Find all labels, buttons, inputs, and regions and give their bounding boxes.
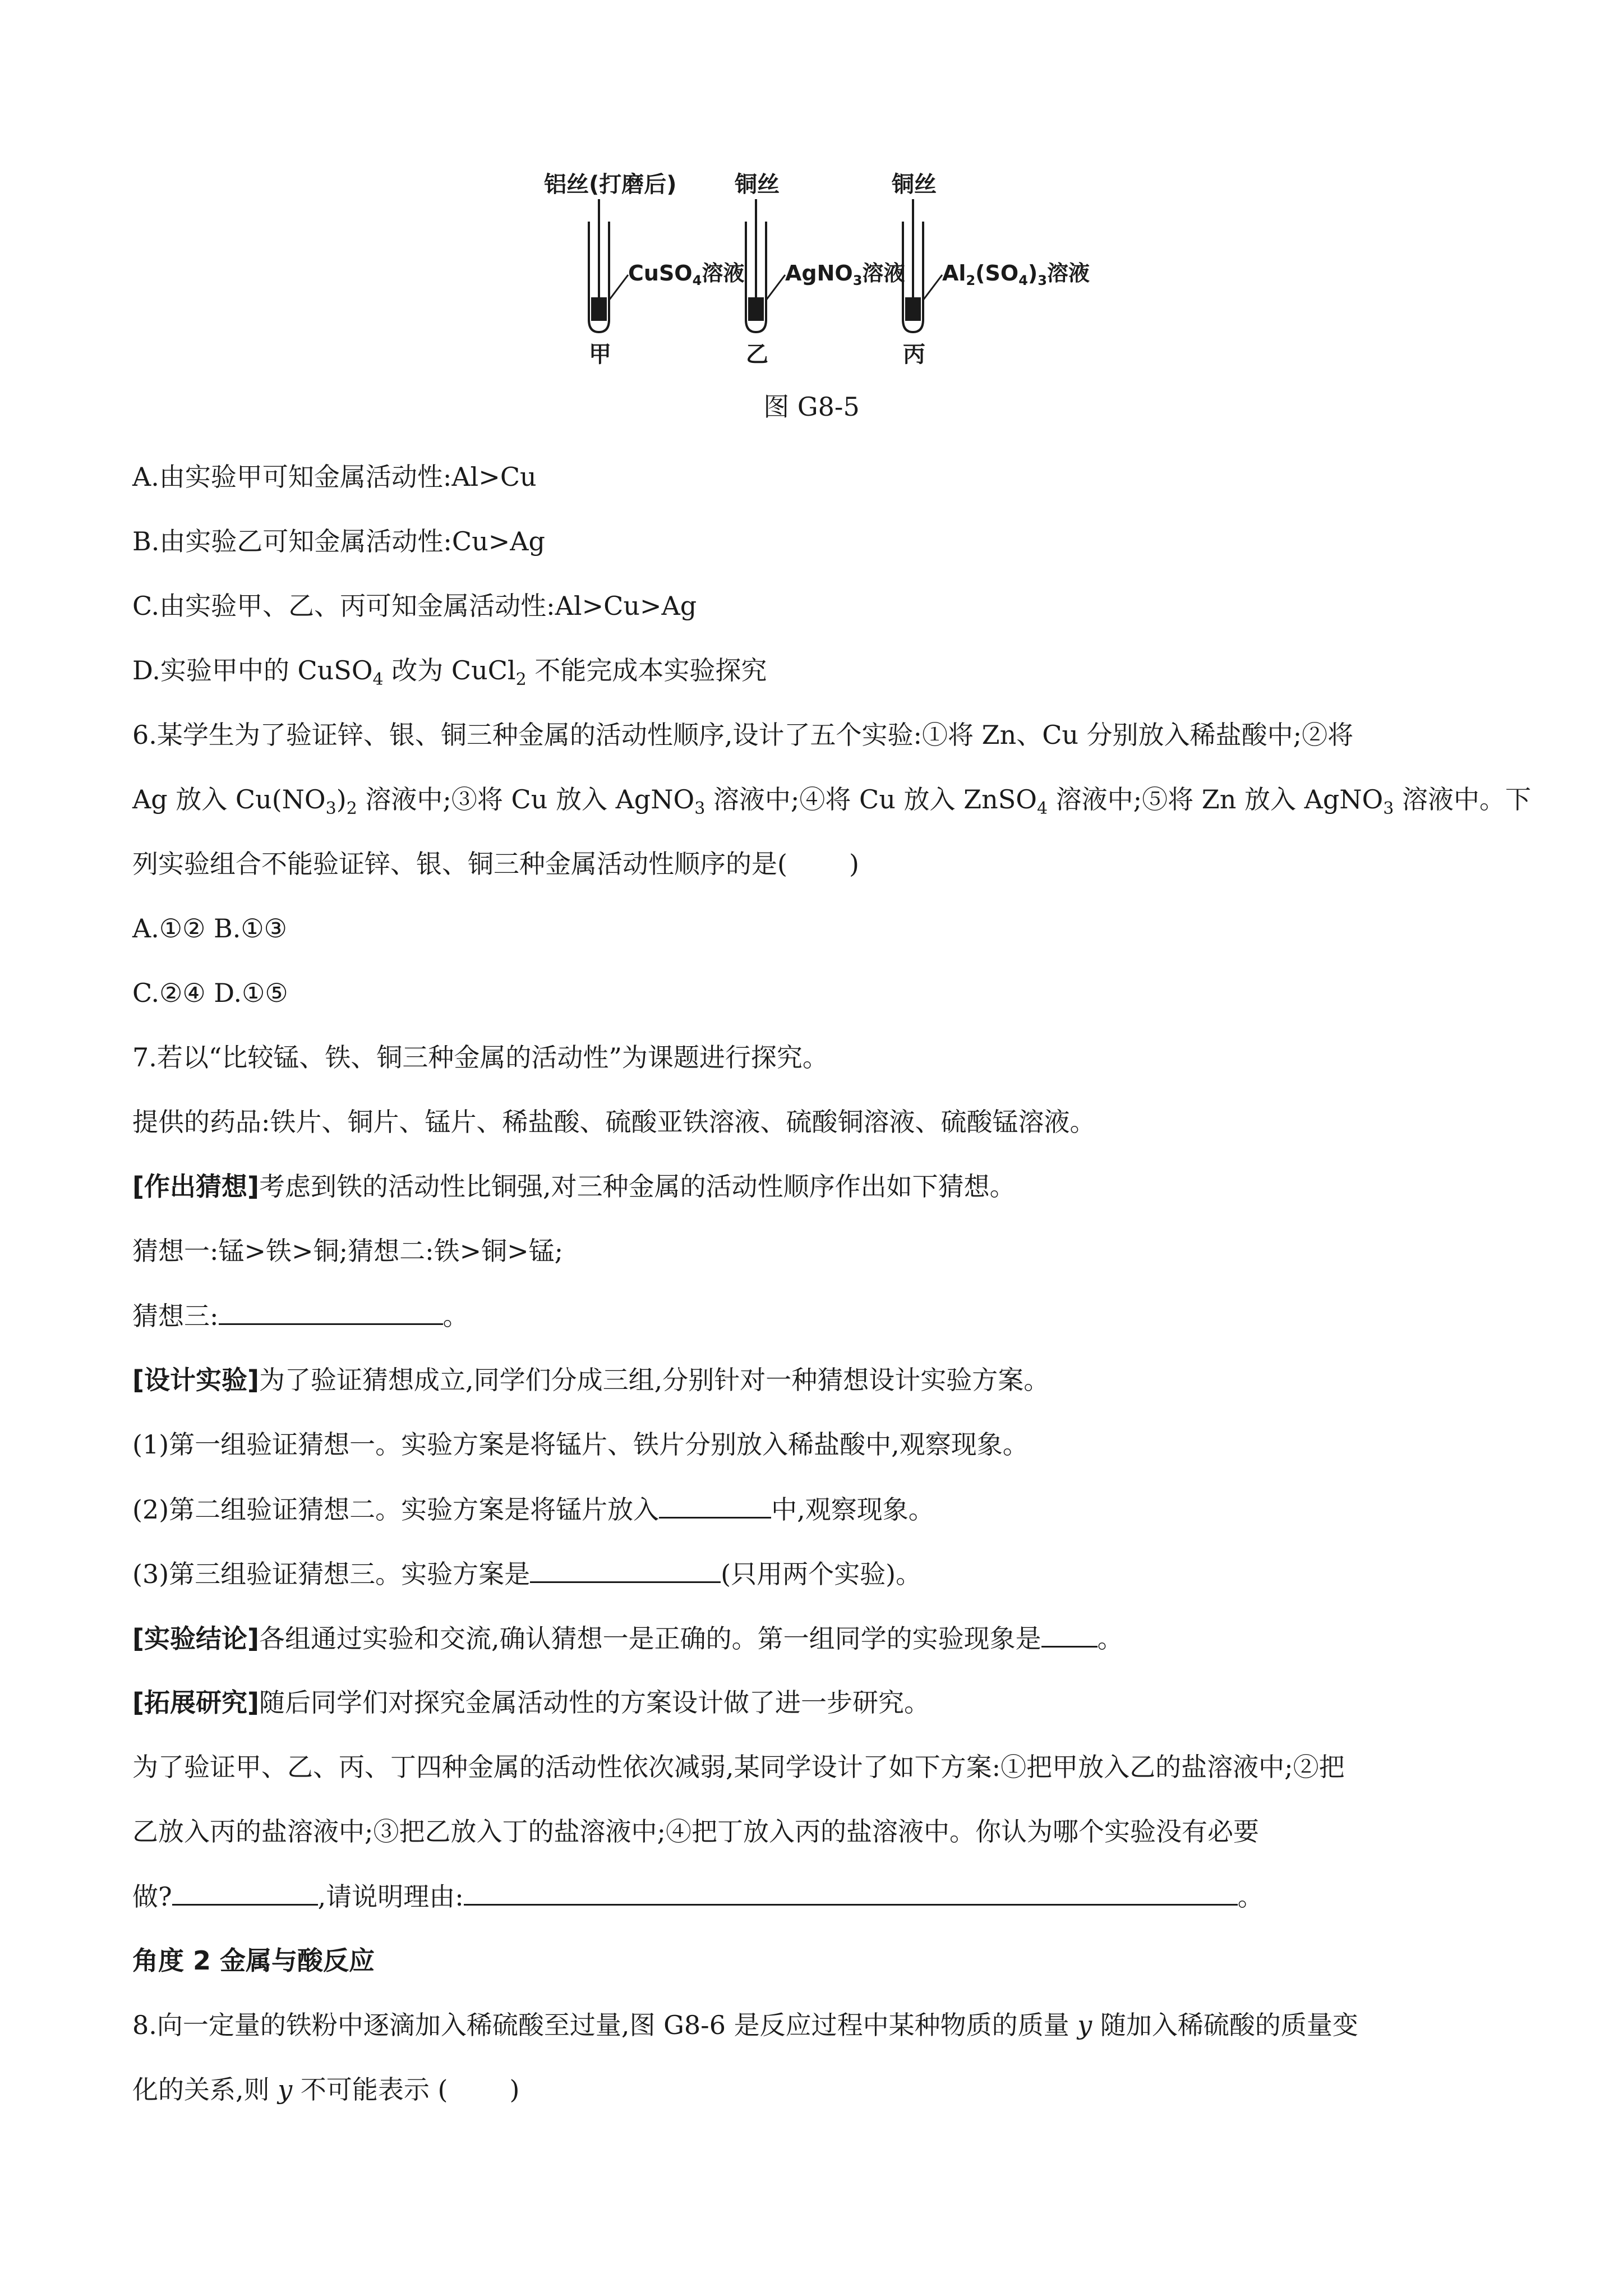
q7-guess-section: [作出猜想]考虑到铁的活动性比铜强,对三种金属的活动性顺序作出如下猜想。 — [132, 1171, 1016, 1202]
section-heading-angle2: 角度 2 金属与酸反应 — [132, 1945, 375, 1976]
figure-g8-5 — [505, 168, 1122, 370]
q8-stem-line1: 8.向一定量的铁粉中逐滴加入稀硫酸至过量,图 G8-6 是反应过程中某种物质的质量 y 随加入稀硫酸的质量变 — [132, 2010, 1358, 2040]
tube-bing-solution: $Al_2(SO_4)_3$溶液 — [942, 261, 1090, 288]
q7-extension-section: [拓展研究]随后同学们对探究金属活动性的方案设计做了进一步研究。 — [132, 1687, 930, 1718]
tube-bing — [891, 172, 1090, 367]
q6-options-cd: C.②④ D.①⑤ — [132, 978, 288, 1008]
section-tag-extension: [拓展研究] — [132, 1687, 260, 1718]
reason-blank[interactable] — [464, 1879, 1238, 1906]
tube-jia — [544, 172, 744, 367]
q7-extension-line3: 做? ,请说明理由: 。 — [132, 1879, 1506, 1913]
test-tubes-diagram — [505, 168, 1122, 370]
q6-options-ab: A.①② B.①③ — [132, 913, 287, 944]
section-tag-guess: [作出猜想] — [132, 1171, 260, 1202]
section-tag-conclusion: [实验结论] — [132, 1623, 260, 1654]
tube-bing-bottom-label: 丙 — [903, 342, 925, 367]
tube-jia-solution: CuSO$_4$溶液 — [628, 261, 745, 288]
q7-design-2: (2)第二组验证猜想二。实验方案是将锰片放入 中,观察现象。 — [132, 1492, 1506, 1526]
tube-jia-top-label: 铝丝(打磨后) — [544, 172, 677, 197]
q7-guess-3: 猜想三: 。 — [132, 1299, 1506, 1333]
q5-option-c: C.由实验甲、乙、丙可知金属活动性:Al>Cu>Ag — [132, 591, 697, 621]
q7-design-section: [设计实验]为了验证猜想成立,同学们分成三组,分别针对一种猜想设计实验方案。 — [132, 1365, 1050, 1395]
tube-jia-bottom-label: 甲 — [589, 342, 611, 367]
q6-stem-line1: 6.某学生为了验证锌、银、铜三种金属的活动性顺序,设计了五个实验:①将 Zn、Cu 分别放入稀盐酸中;②将 — [132, 720, 1354, 750]
q7-conclusion-section: [实验结论]各组通过实验和交流,确认猜想一是正确的。第一组同学的实验现象是 。 — [132, 1621, 1506, 1655]
q7-reagents: 提供的药品:铁片、铜片、锰片、稀盐酸、硫酸亚铁溶液、硫酸铜溶液、硫酸锰溶液。 — [132, 1107, 1096, 1137]
tube-bing-top-label: 铜丝 — [892, 172, 937, 197]
q5-option-b: B.由实验乙可知金属活动性:Cu>Ag — [132, 526, 545, 556]
q7-guess-1-2: 猜想一:锰>铁>铜;猜想二:铁>铜>锰; — [132, 1236, 564, 1266]
q7-design-1: (1)第一组验证猜想一。实验方案是将锰片、铁片分别放入稀盐酸中,观察现象。 — [132, 1429, 1029, 1460]
q7-design-3: (3)第三组验证猜想三。实验方案是 (只用两个实验)。 — [132, 1557, 1506, 1591]
q5-option-d: D.实验甲中的 CuSO$_4$ 改为 CuCl$_2$ 不能完成本实验探究 — [132, 655, 767, 690]
q6-stem-line2: Ag 放入 $Cu(NO_3)_2$ 溶液中;③将 Cu 放入 AgNO$_3$ 溶液中;④将 Cu 放入 ZnSO$_4$ 溶液中;⑤将 Zn 放入 AgNO$_3$ 溶液中。下 — [132, 784, 1531, 819]
design3-blank[interactable] — [530, 1557, 721, 1583]
tube-yi — [734, 172, 905, 367]
unnecessary-experiment-blank[interactable] — [172, 1879, 318, 1906]
q8-stem-line2: 化的关系,则 y 不可能表示 ( ) — [132, 2074, 520, 2105]
tube-yi-bottom-label: 乙 — [746, 342, 768, 367]
q5-option-a: A.由实验甲可知金属活动性:Al>Cu — [132, 462, 537, 492]
guess3-blank[interactable] — [219, 1299, 443, 1325]
q7-extension-line2: 乙放入丙的盐溶液中;③把乙放入丁的盐溶液中;④把丁放入丙的盐溶液中。你认为哪个实验没有必要 — [132, 1816, 1259, 1847]
tube-yi-solution: AgNO$_3$溶液 — [785, 261, 905, 288]
q7-extension-line1: 为了验证甲、乙、丙、丁四种金属的活动性依次减弱,某同学设计了如下方案:①把甲放入乙的盐溶液中;②把 — [132, 1752, 1345, 1782]
section-tag-design: [设计实验] — [132, 1365, 260, 1395]
conclusion-blank[interactable] — [1041, 1621, 1098, 1648]
design2-blank[interactable] — [659, 1492, 771, 1519]
figure-caption: 图 G8-5 — [763, 392, 860, 422]
q6-stem-line3: 列实验组合不能验证锌、银、铜三种金属活动性顺序的是( ) — [132, 849, 859, 879]
tube-yi-top-label: 铜丝 — [735, 172, 780, 197]
q7-stem: 7.若以“比较锰、铁、铜三种金属的活动性”为课题进行探究。 — [132, 1042, 828, 1073]
